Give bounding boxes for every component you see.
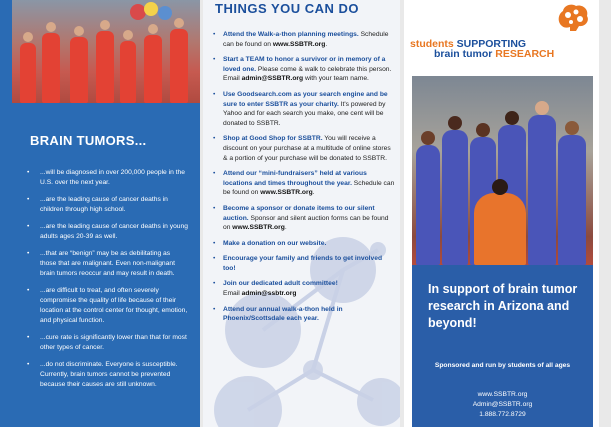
contact-block — [412, 390, 593, 420]
actions-list — [213, 30, 395, 330]
email-link[interactable]: admin@SSBTR.org — [241, 75, 304, 83]
list-item: • Attend our “mini-fundraisers” held at various locations and times throughout the year. Schedule can be found on www.SSBTR.org. — [213, 170, 395, 197]
sponsored-line: Sponsored and run by students of all ages — [434, 362, 571, 369]
list-item: • Join our dedicated adult committee! Email admin@ssbtr.org — [213, 280, 338, 298]
logo-text-line-1: students SUPPORTING — [410, 38, 527, 50]
phone-number: 1.888.772.8729 — [479, 411, 526, 418]
list-item: • Attend our annual walk-a-thon held in Phoenix/Scottsdale each year. — [213, 305, 343, 323]
list-item: • Shop at Good Shop for SSBTR. You will receive a discount on your purchase at a multitude of online stores & a portion of your purchase will be donated to SSBTR. — [213, 135, 391, 162]
list-item: • ...are difficult to treat, and often severely compromise the quality of life because of their location at the control center for thought, emotion, and physical function. — [27, 287, 188, 324]
list-item: • Start a TEAM to honor a survivor or in memory of a loved one. Please come & walk to celebrate this person. Email admin@SSBTR.org with your team name. — [213, 56, 392, 83]
list-item: • ...will be diagnosed in over 200,000 people in the U.S. over the next year. — [27, 169, 185, 186]
website-link[interactable]: www.SSBTR.org — [272, 40, 326, 48]
list-item: • Become a sponsor or donate items to our silent auction. Sponsor and silent auction forms can be found on www.SSBTR.org. — [213, 204, 389, 232]
middle-panel — [203, 0, 400, 427]
list-item: • ...that are “benign” may be as debilitating as those that are malignant. Even non-malignant brain tumors reoccur and may result in death. — [27, 250, 175, 277]
list-item: • Encourage your family and friends to get involved too! — [213, 255, 383, 272]
brain-logo-icon — [556, 2, 590, 32]
brain-tumor-facts-list — [26, 168, 188, 397]
left-panel — [0, 0, 200, 427]
list-item: • ...cure rate is significantly lower than that for most other types of cancer. — [27, 334, 187, 351]
brain-tumors-title: BRAIN TUMORS... — [30, 133, 147, 148]
support-statement: In support of brain tumor research in Arizona and beyond! — [428, 282, 578, 330]
website-link[interactable]: www.SSBTR.org — [477, 391, 528, 398]
website-link[interactable]: www.SSBTR.org — [260, 189, 313, 197]
right-panel — [404, 0, 599, 427]
list-item: • Use Goodsearch.com as your search engine and be sure to enter SSBTR as your charity. It's powered by Yahoo and for each search you make, one cent will be donated to SSBTR. — [213, 90, 388, 127]
logo-text-line-2: brain tumor RESEARCH — [434, 48, 555, 60]
things-you-can-do-title: THINGS YOU CAN DO — [215, 1, 360, 16]
list-item: • Attend the Walk-a-thon planning meetings. Schedule can be found on www.SSBTR.org. — [213, 31, 389, 48]
email-link[interactable]: Admin@SSBTR.org — [472, 401, 533, 408]
mission-box — [412, 265, 593, 427]
students-photo — [412, 76, 593, 265]
runners-photo — [12, 0, 200, 103]
list-item: • ...are the leading cause of cancer deaths in children through high school. — [27, 196, 168, 213]
list-item: • ...do not discriminate. Everyone is susceptible. Currently, brain tumors cannot be prevented because their causes are still unknown. — [27, 361, 178, 388]
list-item: • Make a donation on our website. — [213, 239, 327, 247]
email-link[interactable]: admin@ssbtr.org — [241, 290, 297, 298]
list-item: • ...are the leading cause of cancer deaths in young adults ages 20-39 as well. — [27, 223, 188, 240]
website-link[interactable]: www.SSBTR.org — [232, 224, 285, 232]
